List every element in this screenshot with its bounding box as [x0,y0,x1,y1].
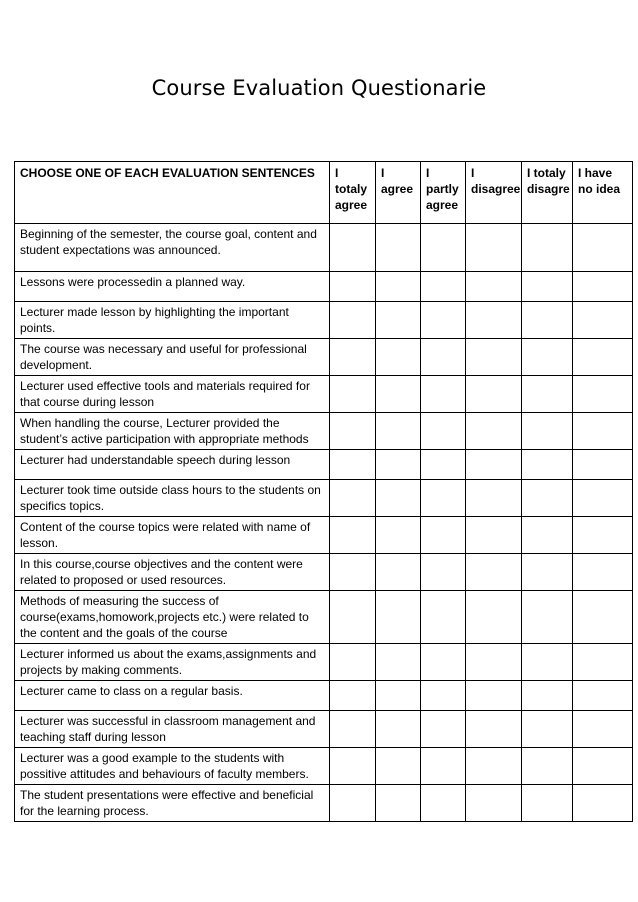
column-header-disagree: I disagree [466,162,522,224]
rating-cell-no-idea[interactable] [573,450,633,480]
rating-cell-totally-agree[interactable] [330,554,376,591]
rating-cell-partly-agree[interactable] [421,339,466,376]
rating-cell-no-idea[interactable] [573,376,633,413]
evaluation-statement: Content of the course topics were related with name of lesson. [15,517,330,554]
rating-cell-disagree[interactable] [466,517,522,554]
table-row [15,681,633,711]
rating-cell-agree[interactable] [376,711,421,748]
rating-cell-partly-agree[interactable] [421,450,466,480]
rating-cell-totally-agree[interactable] [330,748,376,785]
rating-cell-totally-agree[interactable] [330,302,376,339]
rating-cell-agree[interactable] [376,450,421,480]
rating-cell-no-idea[interactable] [573,272,633,302]
evaluation-statement: Lecturer made lesson by highlighting the important points. [15,302,330,339]
rating-cell-partly-agree[interactable] [421,302,466,339]
evaluation-statement: In this course,course objectives and the content were related to proposed or used resources. [15,554,330,591]
rating-cell-disagree[interactable] [466,413,522,450]
rating-cell-disagree[interactable] [466,302,522,339]
rating-cell-no-idea[interactable] [573,591,633,644]
rating-cell-totally-agree[interactable] [330,413,376,450]
evaluation-statement: The course was necessary and useful for professional development. [15,339,330,376]
evaluation-statement: Beginning of the semester, the course goal, content and student expectations was announced. [15,224,330,272]
rating-cell-no-idea[interactable] [573,339,633,376]
rating-cell-no-idea[interactable] [573,711,633,748]
rating-cell-totally-disagree[interactable] [522,413,573,450]
column-header-totally-agree: I totaly agree [330,162,376,224]
table-row [15,591,633,644]
rating-cell-agree[interactable] [376,224,421,272]
rating-cell-partly-agree[interactable] [421,681,466,711]
header-row [15,162,633,224]
rating-cell-totally-disagree[interactable] [522,681,573,711]
table-row [15,413,633,450]
rating-cell-disagree[interactable] [466,591,522,644]
rating-cell-partly-agree[interactable] [421,480,466,517]
rating-cell-agree[interactable] [376,480,421,517]
rating-cell-totally-disagree[interactable] [522,591,573,644]
rating-cell-no-idea[interactable] [573,517,633,554]
rating-cell-disagree[interactable] [466,785,522,822]
survey-body [15,224,633,822]
rating-cell-agree[interactable] [376,517,421,554]
rating-cell-disagree[interactable] [466,450,522,480]
rating-cell-totally-agree[interactable] [330,450,376,480]
rating-cell-no-idea[interactable] [573,224,633,272]
rating-cell-totally-disagree[interactable] [522,480,573,517]
rating-cell-totally-agree[interactable] [330,517,376,554]
rating-cell-no-idea[interactable] [573,413,633,450]
rating-cell-no-idea[interactable] [573,785,633,822]
table-row [15,748,633,785]
rating-cell-totally-disagree[interactable] [522,272,573,302]
rating-cell-totally-agree[interactable] [330,681,376,711]
rating-cell-totally-disagree[interactable] [522,450,573,480]
table-row [15,785,633,822]
evaluation-statement: Lecturer took time outside class hours to the students on specifics topics. [15,480,330,517]
evaluation-statement: Lecturer was successful in classroom management and teaching staff during lesson [15,711,330,748]
table-row [15,517,633,554]
rating-cell-no-idea[interactable] [573,748,633,785]
evaluation-table [14,161,633,822]
rating-cell-agree[interactable] [376,413,421,450]
rating-cell-totally-disagree[interactable] [522,376,573,413]
rating-cell-no-idea[interactable] [573,681,633,711]
rating-cell-totally-agree[interactable] [330,339,376,376]
rating-cell-disagree[interactable] [466,711,522,748]
rating-cell-agree[interactable] [376,339,421,376]
rating-cell-agree[interactable] [376,644,421,681]
rating-cell-agree[interactable] [376,554,421,591]
rating-cell-partly-agree[interactable] [421,224,466,272]
table-row [15,450,633,480]
rating-cell-partly-agree[interactable] [421,376,466,413]
rating-cell-no-idea[interactable] [573,302,633,339]
rating-cell-partly-agree[interactable] [421,272,466,302]
table-row [15,376,633,413]
table-row [15,711,633,748]
table-row [15,644,633,681]
rating-cell-totally-disagree[interactable] [522,644,573,681]
rating-cell-partly-agree[interactable] [421,413,466,450]
evaluation-statement: Lecturer was a good example to the students with possitive attitudes and behaviours of faculty members. [15,748,330,785]
rating-cell-no-idea[interactable] [573,554,633,591]
evaluation-statement: Lecturer came to class on a regular basis. [15,681,330,711]
table-row [15,224,633,272]
rating-cell-totally-disagree[interactable] [522,748,573,785]
rating-cell-totally-agree[interactable] [330,480,376,517]
rating-cell-no-idea[interactable] [573,644,633,681]
rating-cell-agree[interactable] [376,748,421,785]
rating-cell-totally-agree[interactable] [330,376,376,413]
page-title: Course Evaluation Questionarie [151,76,487,100]
rating-cell-disagree[interactable] [466,272,522,302]
rating-cell-totally-disagree[interactable] [522,302,573,339]
rating-cell-disagree[interactable] [466,339,522,376]
rating-cell-agree[interactable] [376,681,421,711]
rating-cell-agree[interactable] [376,302,421,339]
rating-cell-totally-disagree[interactable] [522,785,573,822]
rating-cell-agree[interactable] [376,376,421,413]
evaluation-statement: Lecturer used effective tools and materials required for that course during lesson [15,376,330,413]
table-row [15,554,633,591]
rating-cell-disagree[interactable] [466,554,522,591]
evaluation-statement: The student presentations were effective and beneficial for the learning process. [15,785,330,822]
column-header-totally-disagree: I totaly disagre [522,162,573,224]
column-header-partly-agree: I partly agree [421,162,466,224]
rating-cell-disagree[interactable] [466,376,522,413]
rating-cell-disagree[interactable] [466,480,522,517]
rating-cell-partly-agree[interactable] [421,554,466,591]
rating-cell-partly-agree[interactable] [421,591,466,644]
evaluation-statement: When handling the course, Lecturer provided the student’s active participation with appropriate methods [15,413,330,450]
rating-cell-partly-agree[interactable] [421,785,466,822]
rating-cell-agree[interactable] [376,785,421,822]
rating-cell-totally-agree[interactable] [330,272,376,302]
table-row [15,302,633,339]
rating-cell-partly-agree[interactable] [421,748,466,785]
evaluation-statement: Lessons were processedin a planned way. [15,272,330,302]
rating-cell-totally-agree[interactable] [330,711,376,748]
rating-cell-totally-agree[interactable] [330,644,376,681]
rating-cell-partly-agree[interactable] [421,711,466,748]
rating-cell-totally-disagree[interactable] [522,554,573,591]
evaluation-statement: Lecturer informed us about the exams,assignments and projects by making comments. [15,644,330,681]
rating-cell-agree[interactable] [376,591,421,644]
rating-cell-agree[interactable] [376,272,421,302]
table-row [15,272,633,302]
rating-cell-totally-agree[interactable] [330,591,376,644]
rating-cell-totally-agree[interactable] [330,224,376,272]
column-header-agree: I agree [376,162,421,224]
table-row [15,339,633,376]
rating-cell-disagree[interactable] [466,644,522,681]
rating-cell-totally-agree[interactable] [330,785,376,822]
rating-cell-partly-agree[interactable] [421,517,466,554]
rating-cell-totally-disagree[interactable] [522,224,573,272]
evaluation-statement: Methods of measuring the success of course(exams,homowork,projects etc.) were related to the content and the goals of the course [15,591,330,644]
rating-cell-disagree[interactable] [466,748,522,785]
rating-cell-disagree[interactable] [466,681,522,711]
rating-cell-no-idea[interactable] [573,480,633,517]
rating-cell-partly-agree[interactable] [421,644,466,681]
evaluation-statement: Lecturer had understandable speech during lesson [15,450,330,480]
column-header-no-idea: I have no idea [573,162,633,224]
statement-column-header: CHOOSE ONE OF EACH EVALUATION SENTENCES [15,162,330,224]
rating-cell-totally-disagree[interactable] [522,339,573,376]
table-row [15,480,633,517]
rating-cell-totally-disagree[interactable] [522,517,573,554]
rating-cell-totally-disagree[interactable] [522,711,573,748]
rating-cell-disagree[interactable] [466,224,522,272]
